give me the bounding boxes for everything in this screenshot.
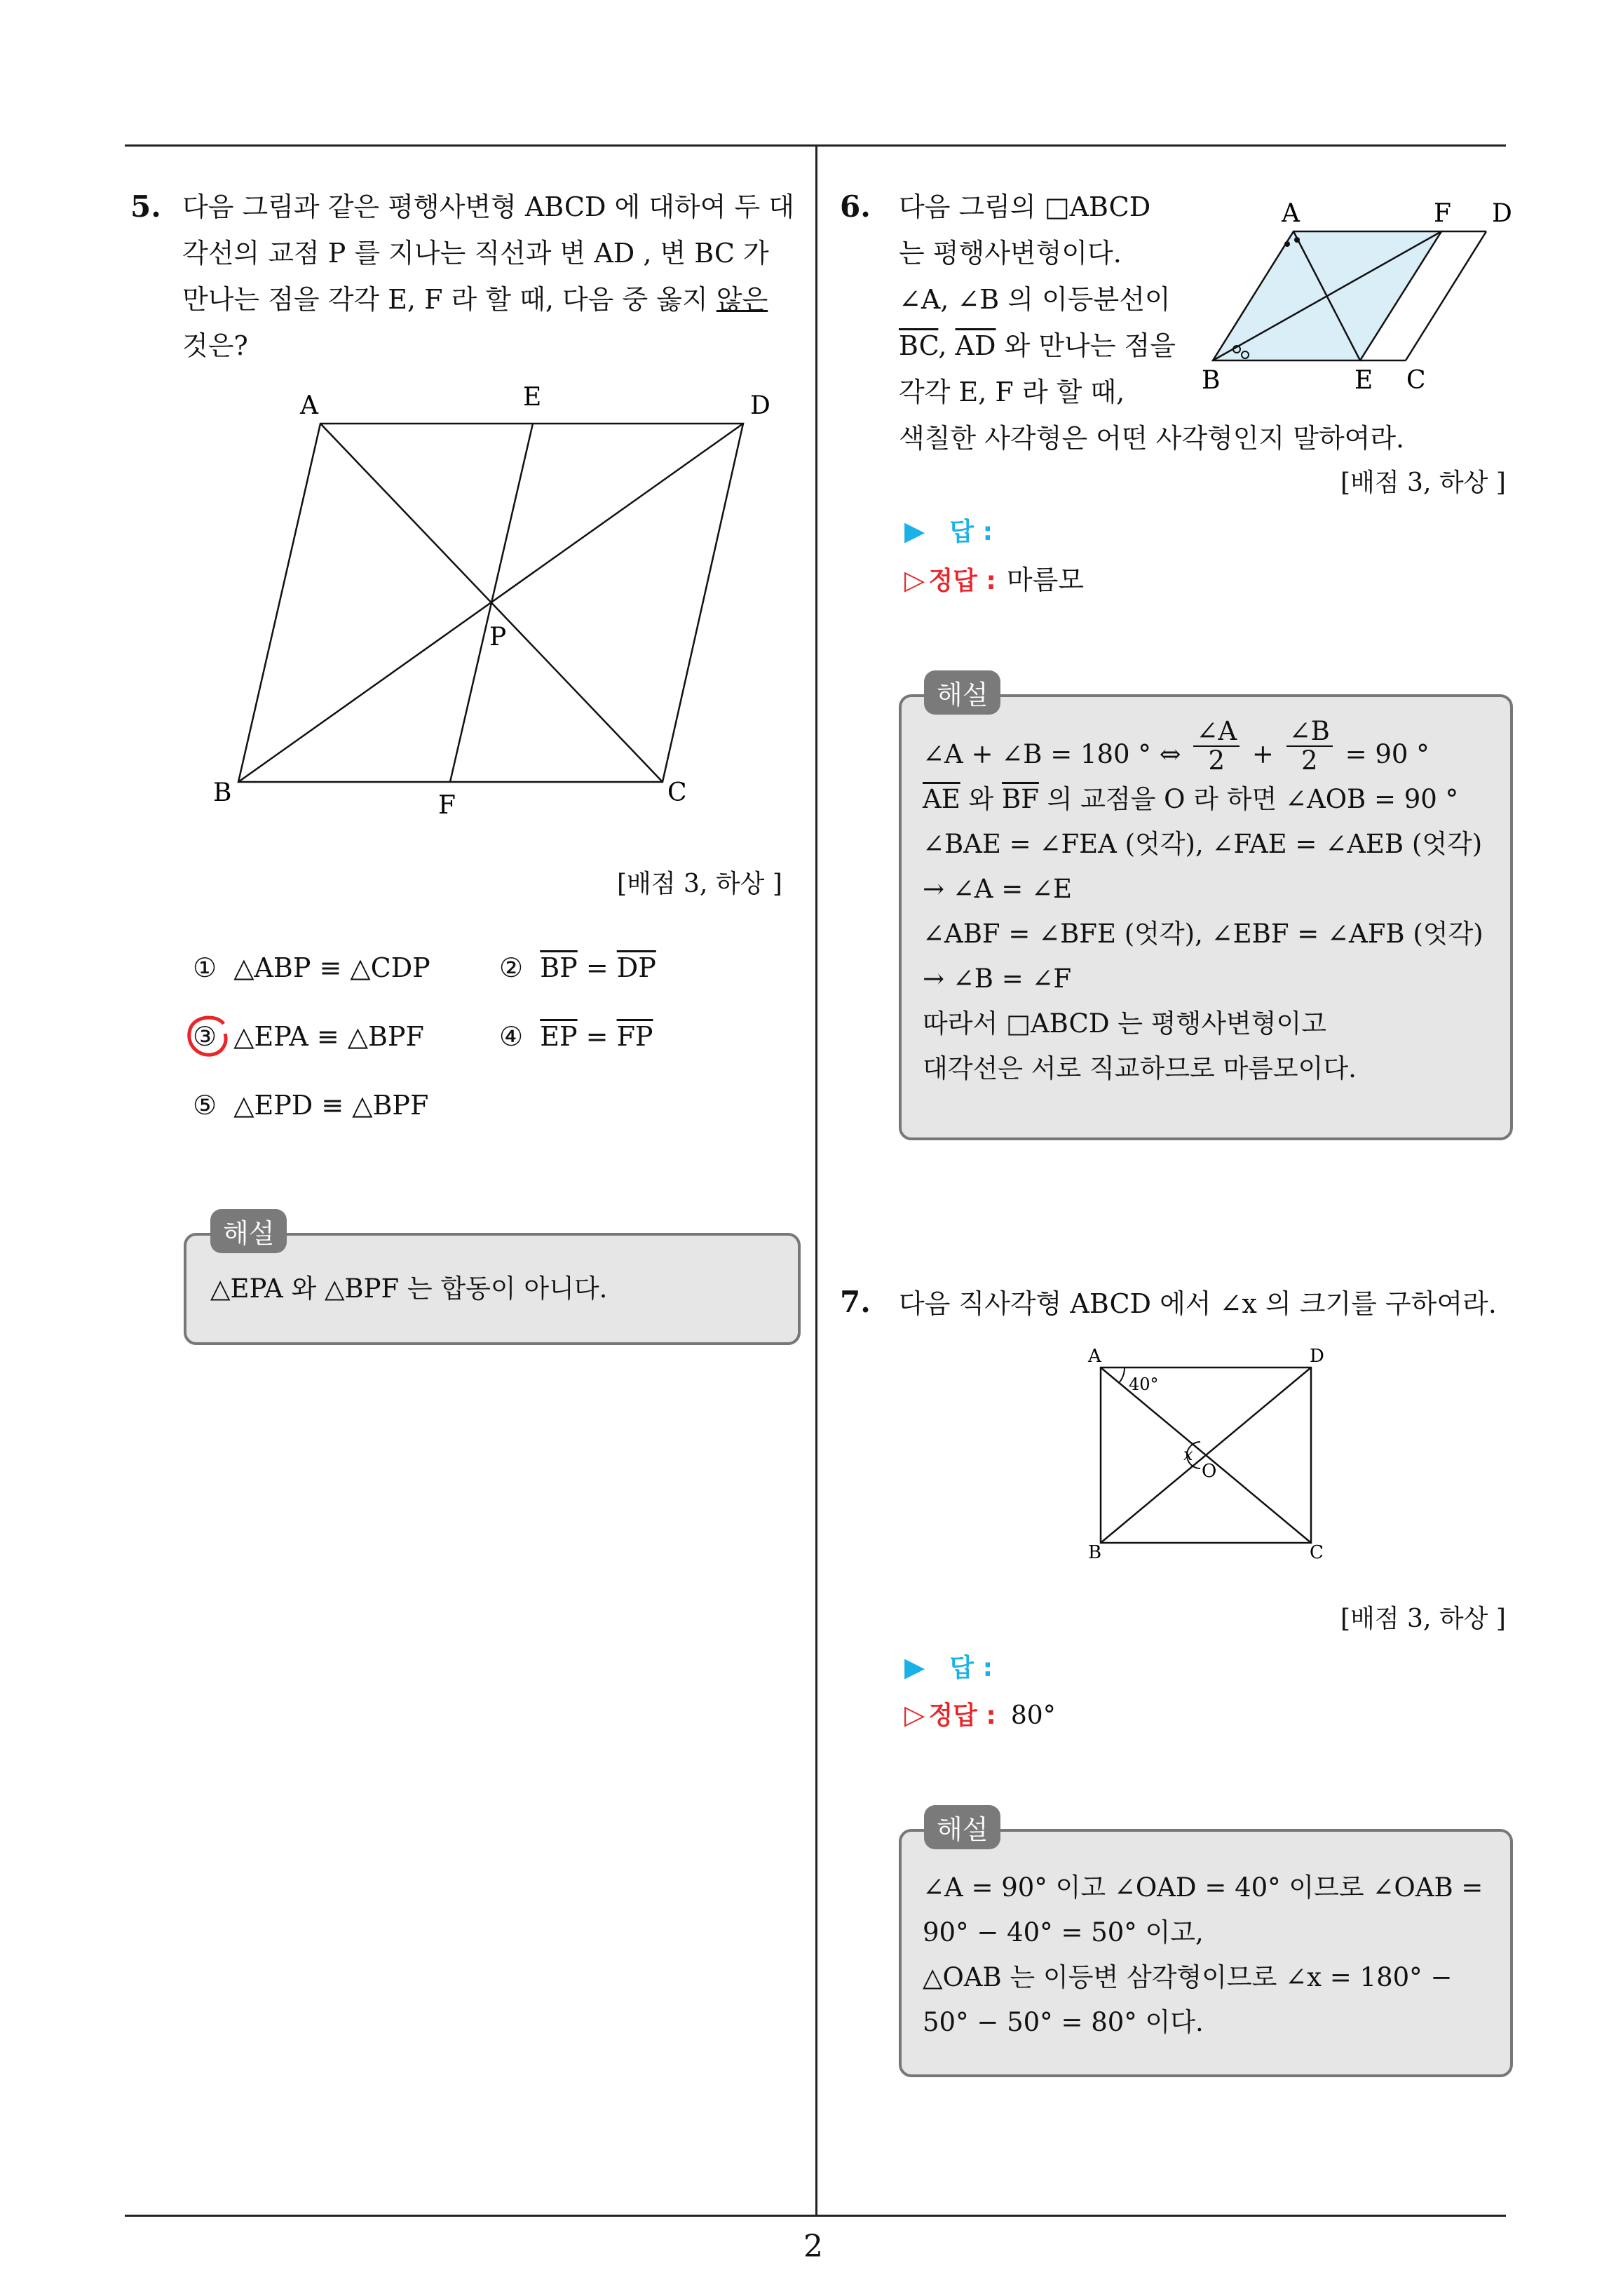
label-e: E — [1354, 366, 1373, 395]
answer-row — [904, 1648, 993, 1684]
answer-label: 답 : — [949, 518, 993, 546]
bottom-rule — [125, 2215, 1506, 2217]
angle-mark-a — [1294, 237, 1300, 243]
answer-arrow-icon: ▶ — [904, 1652, 925, 1682]
answer-circle-mark — [183, 1013, 233, 1060]
label-b: B — [213, 778, 232, 807]
score-meta: [배점 3, 하상 ] — [1340, 1605, 1506, 1633]
question-text: 다음 그림과 같은 평행사변형 ABCD 에 대하여 두 대 각선의 교점 P 를 지나는 직선과 변 AD , 변 BC 가 만나는 점을 각각 E, F 라 할 때, 다음 중 옳지 않은 것은? — [182, 191, 794, 361]
label-x: x — [1183, 1445, 1193, 1464]
label-f: F — [438, 791, 456, 820]
label-a: A — [1088, 1346, 1101, 1367]
line-ef — [450, 424, 533, 782]
explanation-tag: 해설 — [210, 1209, 287, 1253]
answer-row — [904, 512, 993, 548]
question-text: 다음 그림의 □ABCD 는 평행사변형이다. ∠A, ∠B 의 이등분선이 $\overline{BC}$, $\overline{AD}$ 와 만나는 점을 각각 E, F 라 할 때, — [899, 191, 1176, 407]
column-divider — [815, 146, 817, 2215]
rectangle-figure — [1073, 1339, 1339, 1564]
label-d: D — [750, 391, 770, 420]
label-c: C — [667, 778, 687, 807]
explanation-text: △EPA 와 △BPF 는 합동이 아니다. — [210, 1274, 608, 1304]
choice-4[interactable]: ④ $\overline{EP} = \overline{FP}$ — [499, 1021, 653, 1052]
choice-1[interactable]: ① △ABP ≡ △CDP — [193, 952, 430, 983]
label-c: C — [1310, 1542, 1324, 1563]
angle-mark-a — [1284, 241, 1290, 247]
choice-5[interactable]: ⑤ △EPD ≡ △BPF — [193, 1090, 429, 1121]
question-text-continued: 색칠한 사각형은 어떤 사각형인지 말하여라. — [899, 423, 1405, 454]
correct-answer-row — [904, 1696, 1056, 1731]
label-angle-40: 40° — [1129, 1375, 1159, 1394]
explanation-tag: 해설 — [924, 1805, 1000, 1849]
explanation-tag: 해설 — [924, 670, 1000, 715]
explanation-text: ∠A = 90° 이고 ∠OAD = 40° 이므로 ∠OAB = 90° − 40° = 50° 이고, △OAB 는 이등변 삼각형이므로 ∠x = 180° − 50° − 50° = 80° 이다. — [923, 1872, 1483, 2037]
label-d: D — [1310, 1346, 1324, 1367]
rhombus-figure — [1192, 194, 1521, 404]
score-meta: [배점 3, 하상 ] — [1340, 468, 1506, 497]
score-meta: [배점 3, 하상 ] — [617, 870, 782, 898]
question-number: 7. — [840, 1285, 871, 1319]
choice-3[interactable]: ③ △EPA ≡ △BPF — [193, 1021, 424, 1052]
label-d: D — [1492, 199, 1512, 228]
label-f: F — [1434, 199, 1451, 228]
question-number: 5. — [130, 189, 161, 224]
question-text: 다음 직사각형 ABCD 에서 ∠x 의 크기를 구하여라. — [899, 1288, 1497, 1319]
answer-label: 답 : — [949, 1654, 993, 1682]
correct-value: 마름모 — [1006, 565, 1085, 595]
label-b: B — [1088, 1542, 1102, 1563]
page-number: 2 — [803, 2229, 823, 2264]
correct-answer-row — [904, 558, 1084, 597]
correct-arrow-icon: ▷ — [904, 1699, 925, 1730]
label-e: E — [523, 383, 542, 412]
underlined-word: 않은 — [716, 284, 768, 315]
label-o: O — [1202, 1461, 1217, 1482]
explanation-panel — [899, 1829, 1513, 2077]
angle-arc-40 — [1119, 1368, 1125, 1383]
question-number: 6. — [840, 189, 871, 224]
correct-arrow-icon: ▷ — [904, 565, 925, 595]
correct-label: 정답 : — [928, 567, 996, 595]
label-p: P — [489, 623, 507, 651]
explanation-text: ∠A + ∠B = 180 ° ⇔ $\frac{\angle A}{2}$ + $\frac{\angle B}{2}$ = 90 ° $\overline{AE}$ 와 $\overline{BF}$ 의 교점을 O 라 하면 ∠AOB = 90 ° ∠BAE = ∠FEA (엇각), ∠FAE = ∠AEB (엇각) → ∠A = ∠E ∠ABF = ∠BFE (엇각), ∠EBF = ∠AFB (엇각) → ∠B = ∠F 따라서 □ABCD 는 평행사변형이고 대각선은 서로 직교하므로 마름모이다. — [923, 715, 1483, 1083]
parallelogram-figure — [196, 379, 799, 828]
label-a: A — [300, 391, 318, 420]
correct-value: 80° — [1010, 1701, 1056, 1730]
label-c: C — [1406, 366, 1426, 395]
explanation-panel — [899, 694, 1513, 1140]
correct-label: 정답 : — [928, 1701, 996, 1730]
choice-2[interactable]: ② $\overline{BP} = \overline{DP}$ — [499, 952, 656, 983]
answer-arrow-icon: ▶ — [904, 515, 925, 546]
label-b: B — [1202, 366, 1221, 395]
label-a: A — [1282, 199, 1300, 228]
